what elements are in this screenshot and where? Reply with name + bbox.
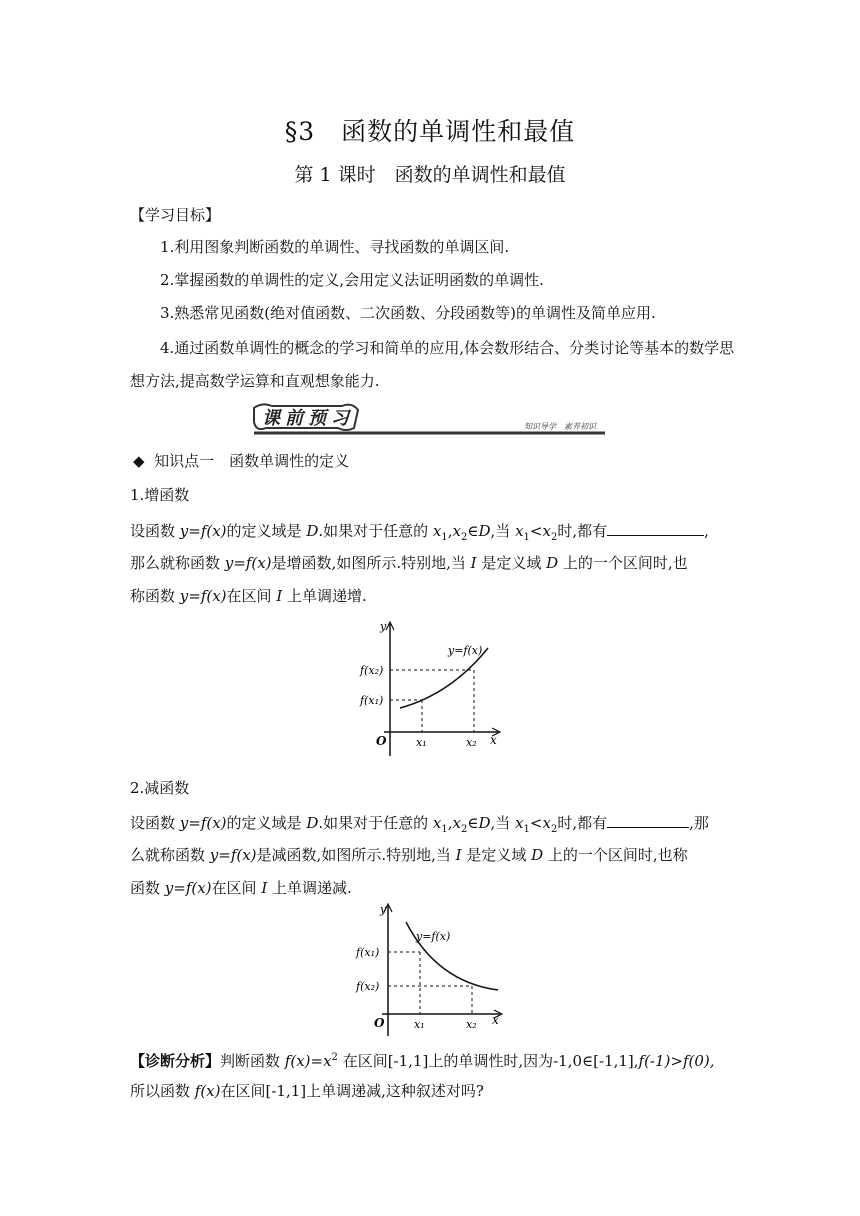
objectives-heading: 【学习目标】 xyxy=(130,206,221,224)
decreasing-def-line-2: 么就称函数 y=f(x)是减函数,如图所示.特别地,当 I 是定义域 D 上的一个区间时,也称 xyxy=(130,846,688,864)
knowledge-point-label: 知识点一 函数单调性的定义 xyxy=(154,452,350,470)
diagnosis-line-2: 所以函数 f(x)在区间[-1,1]上单调递减,这种叙述对吗? xyxy=(130,1082,484,1100)
decreasing-def-line-1: 设函数 y=f(x)的定义域是 D.如果对于任意的 $x_1,x_2\in D$,当 $x_1<x_2$时,都有 ,那 xyxy=(130,814,709,835)
diagnosis-line-1: 【诊断分析】判断函数 $f(x)=x^2$ 在区间[-1,1]上的单调性时,因为-1,0∈[-1,1],f(-1)>f(0), xyxy=(130,1052,715,1070)
decreasing-heading: 2.减函数 xyxy=(130,779,190,797)
fx2-label: f(x₂) xyxy=(356,980,380,993)
objective-item-4-cont: 想方法,提高数学运算和直观想象能力. xyxy=(130,372,380,390)
knowledge-point-heading xyxy=(133,451,743,471)
objective-item-4: 4.通过函数单调性的概念的学习和简单的应用,体会数形结合、分类讨论等基本的数学思 xyxy=(160,339,735,357)
increasing-function-graph xyxy=(356,618,506,764)
objective-item-2: 2.掌握函数的单调性的定义,会用定义法证明函数的单调性. xyxy=(160,271,544,289)
objective-item-1: 1.利用图象判断函数的单调性、寻找函数的单调区间. xyxy=(160,238,510,256)
banner-right-text: 知识导学 素养初识 xyxy=(524,422,596,431)
increasing-heading: 1.增函数 xyxy=(130,486,190,504)
fx2-label: f(x₂) xyxy=(360,664,384,677)
fx1-label: f(x₁) xyxy=(360,694,384,707)
objective-item-3: 3.熟悉常见函数(绝对值函数、二次函数、分段函数等)的单调性及简单应用. xyxy=(160,304,656,322)
curve-label: y=f(x) xyxy=(416,930,451,943)
lesson-subtitle: 第 1 课时 函数的单调性和最值 xyxy=(294,164,566,186)
diagnosis-heading: 【诊断分析】 xyxy=(130,1052,221,1070)
increasing-answer-blank[interactable] xyxy=(607,520,704,536)
preview-banner xyxy=(252,400,607,436)
y-axis-label: y xyxy=(380,620,387,633)
x2-label: x₂ xyxy=(466,1018,477,1031)
x-axis-label: x xyxy=(492,1013,499,1027)
increasing-def-line-2: 那么就称函数 y=f(x)是增函数,如图所示.特别地,当 I 是定义域 D 上的一个区间时,也 xyxy=(130,554,688,572)
increasing-def-line-3: 称函数 y=f(x)在区间 I 上单调递增. xyxy=(130,587,367,605)
banner-char-4: 习 xyxy=(331,408,349,429)
origin-label: O xyxy=(374,1016,385,1030)
y-axis-label: y xyxy=(380,903,387,916)
increasing-def-line-1: 设函数 y=f(x)的定义域是 D.如果对于任意的 $x_1,x_2\in D$,当 $x_1<x_2$时,都有 , xyxy=(130,522,709,543)
x1-label: x₁ xyxy=(416,736,427,749)
diamond-icon: ◆ xyxy=(133,452,145,470)
banner-char-1: 课 xyxy=(262,408,280,429)
decreasing-def-line-3: 函数 y=f(x)在区间 I 上单调递减. xyxy=(130,879,352,897)
x1-label: x₁ xyxy=(414,1018,425,1031)
origin-label: O xyxy=(376,734,387,748)
x-axis-label: x xyxy=(490,733,497,747)
decreasing-answer-blank[interactable] xyxy=(607,812,689,828)
banner-char-3: 预 xyxy=(308,408,326,429)
x2-label: x₂ xyxy=(466,736,477,749)
banner-char-2: 前 xyxy=(285,408,303,429)
page-title: §3 函数的单调性和最值 xyxy=(284,117,576,146)
curve-label: y=f(x) xyxy=(448,644,483,657)
fx1-label: f(x₁) xyxy=(356,946,380,959)
decreasing-function-graph xyxy=(352,900,507,1044)
